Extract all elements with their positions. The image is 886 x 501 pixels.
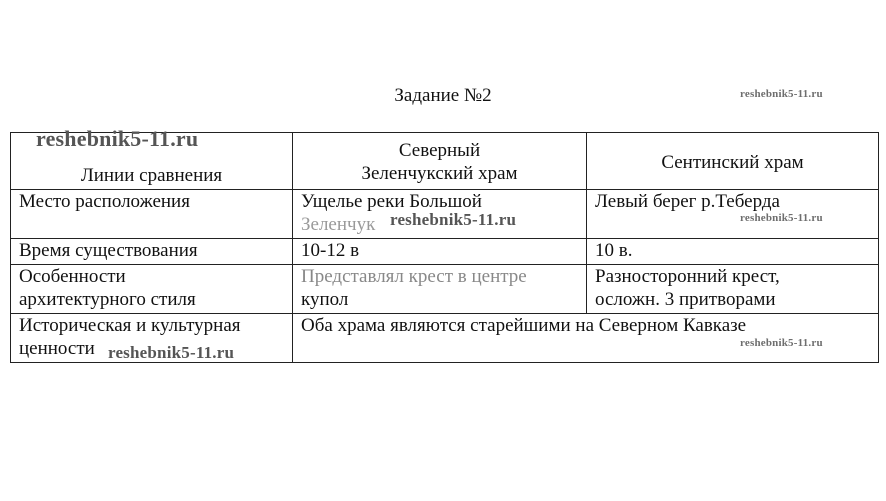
cell-text: 10 в. [595, 240, 633, 261]
cell-text-line2: купол [301, 289, 349, 310]
watermark-last-row-inline: reshebnik5-11.ru [108, 343, 235, 362]
table-row [11, 265, 879, 314]
table-cell [587, 239, 879, 265]
comparison-table [10, 132, 879, 363]
cell-text-line2: Зеленчук [301, 214, 376, 235]
header-label-line1: Северный [398, 140, 481, 161]
header-cell-zelenchuk [293, 133, 587, 190]
table-cell [587, 190, 879, 239]
header-label: Линии сравнения [80, 165, 223, 186]
row-label-cell [11, 239, 293, 265]
table-row [11, 239, 879, 265]
cell-text: Левый берег р.Теберда [595, 191, 780, 212]
cell-text: Оба храма являются старейшими на Северном Кавказе [301, 315, 747, 336]
watermark-top-right: reshebnik5-11.ru [740, 88, 823, 100]
cell-text-line1: Ущелье реки Большой [301, 191, 482, 212]
cell-text: 10-12 в [301, 240, 360, 261]
header-label: Сентинский храм [661, 151, 804, 173]
row-label: Время существования [19, 240, 198, 261]
table-cell [587, 265, 879, 314]
row-label-line2: архитектурного стиля [19, 289, 196, 310]
row-label-cell [11, 265, 293, 314]
row-label: Место расположения [19, 191, 190, 212]
cell-text-line2: осложн. 3 притворами [595, 289, 776, 310]
row-label-cell [11, 190, 293, 239]
page-title: Задание №2 [394, 85, 492, 106]
cell-text-line1: Представлял крест в центре [301, 266, 527, 287]
header-label-line2: Зеленчукский храм [361, 163, 518, 184]
header-cell-sentinsky [587, 133, 879, 190]
row-label-line2: ценности [19, 338, 95, 359]
cell-text-line1: Разносторонний крест, [595, 266, 780, 287]
watermark-table-left: reshebnik5-11.ru [36, 126, 199, 151]
watermark-row1-right: reshebnik5-11.ru [740, 212, 823, 224]
row-label-line1: Особенности [19, 266, 126, 287]
watermark-table-center: reshebnik5-11.ru [390, 210, 517, 229]
watermark-last-row-right: reshebnik5-11.ru [740, 337, 823, 349]
row-label-line1: Историческая и культурная [19, 315, 241, 336]
table-cell [293, 265, 587, 314]
table-cell [293, 239, 587, 265]
